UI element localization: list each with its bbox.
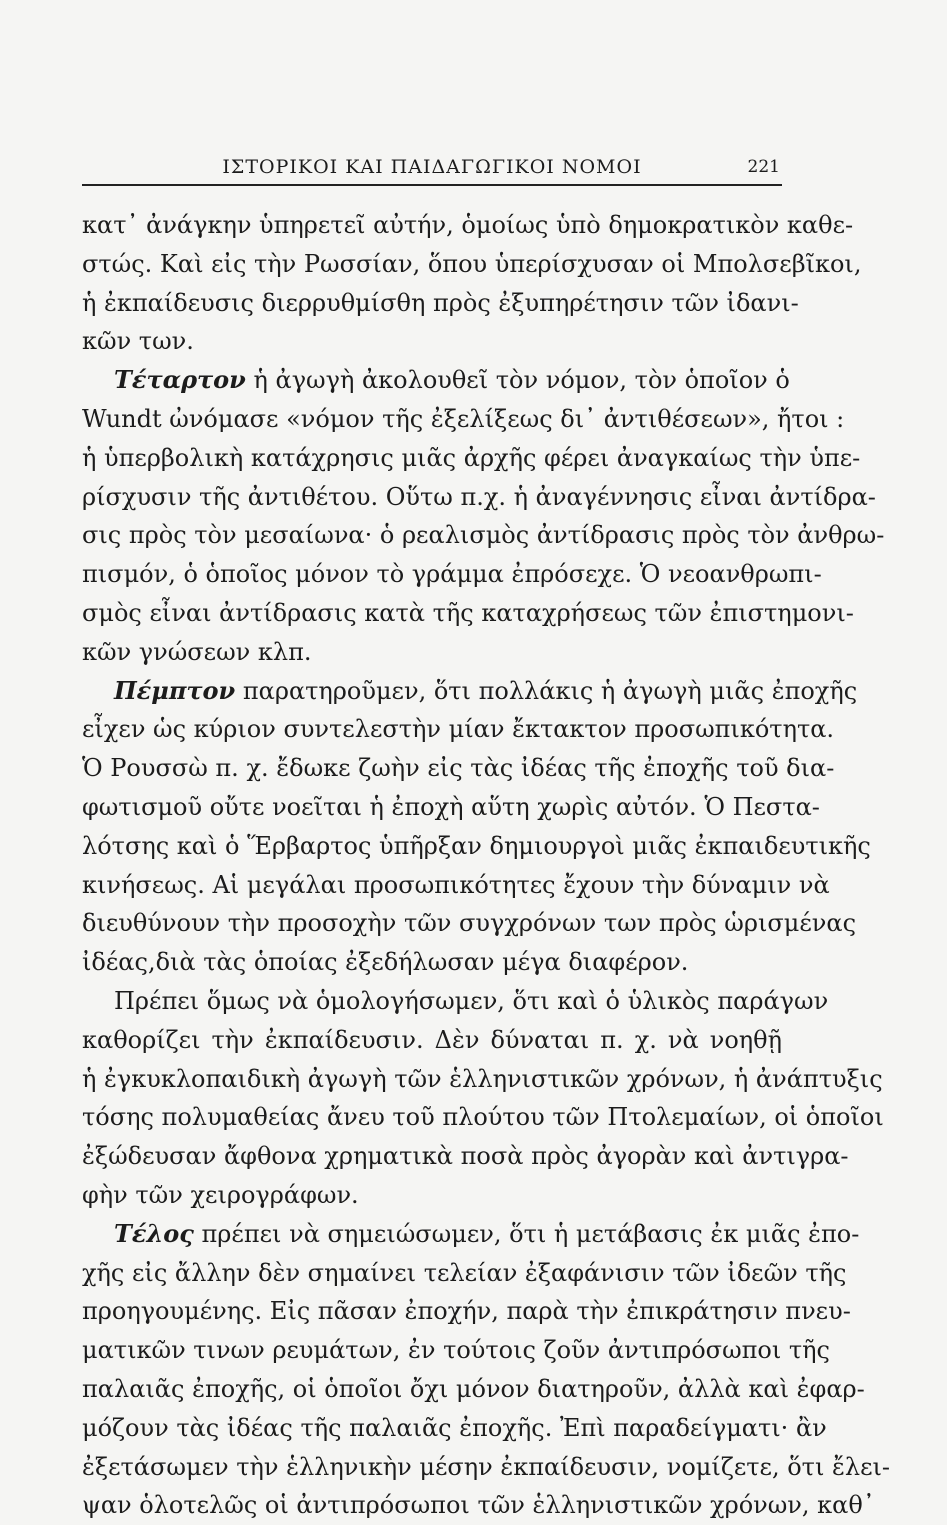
text-line: τόσης πολυμαθείας ἄνευ τοῦ πλούτου τῶν Πτολεμαίων, οἱ ὁποῖοι (82, 1103, 884, 1132)
text-line: ἡ ἐκπαίδευσις διερρυθμίσθη πρὸς ἐξυπηρέτησιν τῶν ἰδανι- (82, 288, 799, 317)
text-line: σις πρὸς τὸν μεσαίωνα· ὁ ρεαλισμὸς ἀντίδρασις πρὸς τὸν ἀνθρω- (82, 521, 885, 550)
text-line: Ὁ Ρουσσὼ π. χ. ἔδωκε ζωὴν εἰς τὰς ἰδέας τῆς ἐποχῆς τοῦ δια- (82, 754, 835, 783)
text-line: κῶν των. (82, 327, 194, 356)
text-line: μόζουν τὰς ἰδέας τῆς παλαιᾶς ἐποχῆς. Ἐπὶ παραδείγματι· ἂν (82, 1413, 827, 1442)
paragraph (82, 982, 884, 1215)
text-line: κατ᾽ ἀνάγκην ὑπηρετεῖ αὐτήν, ὁμοίως ὑπὸ δημοκρατικὸν καθε- (82, 211, 854, 239)
text-line (82, 361, 790, 400)
text-line: κῶν γνώσεων κλπ. (82, 637, 312, 666)
text-line: ἡ ὑπερβολικὴ κατάχρησις μιᾶς ἀρχῆς φέρει ἀναγκαίως τὴν ὑπε- (82, 443, 861, 472)
page-number: 221 (747, 157, 780, 177)
text-line: διευθύνουν τὴν προσοχὴν τῶν συγχρόνων των πρὸς ὡρισμένας (82, 909, 857, 938)
text-line: φωτισμοῦ οὔτε νοεῖται ἡ ἐποχὴ αὕτη χωρὶς αὐτόν. Ὁ Πεστα- (82, 792, 820, 821)
paragraph-lead-word: Τέλος (114, 1218, 194, 1248)
text-line: λότσης καὶ ὁ Ἕρβαρτος ὑπῆρξαν δημιουργοὶ μιᾶς ἐκπαιδευτικῆς (82, 831, 871, 860)
text-line: ἡ ἐγκυκλοπαιδικὴ ἀγωγὴ τῶν ἑλληνιστικῶν χρόνων, ἡ ἀνάπτυξις (82, 1064, 883, 1093)
text-line: στώς. Καὶ εἰς τὴν Ρωσσίαν, ὅπου ὑπερίσχυσαν οἱ Μπολσεβῖκοι, (82, 249, 862, 278)
text-line: σμὸς εἶναι ἀντίδρασις κατὰ τῆς καταχρήσεως τῶν ἐπιστημονι- (82, 598, 854, 627)
text-line: προηγουμένης. Εἰς πᾶσαν ἐποχήν, παρὰ τὴν ἐπικράτησιν πνευ- (82, 1297, 851, 1326)
text-line: ματικῶν τινων ρευμάτων, ἐν τούτοις ζοῦν ἀντιπρόσωποι τῆς (82, 1336, 830, 1365)
paragraph (82, 206, 862, 361)
text-line: πισμόν, ὁ ὁποῖος μόνον τὸ γράμμα ἐπρόσεχε. Ὁ νεοανθρωπι- (82, 560, 822, 589)
text-line (82, 672, 858, 711)
text-line: ρίσχυσιν τῆς ἀντιθέτου. Οὕτω π.χ. ἡ ἀναγέννησις εἶναι ἀντίδρα- (82, 482, 876, 511)
text-line: ψαν ὁλοτελῶς οἱ ἀντιπρόσωποι τῶν ἑλληνιστικῶν χρόνων, καθ᾽ (82, 1491, 875, 1520)
text-line: κινήσεως. Αἱ μεγάλαι προσωπικότητες ἔχουν τὴν δύναμιν νὰ (82, 870, 830, 899)
paragraph-lead-word: Πέμπτον (114, 675, 236, 705)
running-title: ΙΣΤΟΡΙΚΟΙ ΚΑΙ ΠΑΙΔΑΓΩΓΙΚΟΙ ΝΟΜΟΙ (222, 156, 642, 178)
paragraph-lead-word: Τέταρτον (114, 365, 246, 395)
text-line: καθορίζει τὴν ἐκπαίδευσιν. Δὲν δύναται π. χ. νὰ νοηθῇ (82, 1025, 782, 1054)
text-line: ἰδέας,διὰ τὰς ὁποίας ἐξεδήλωσαν μέγα διαφέρον. (82, 948, 689, 977)
text-span: παρατηροῦμεν, ὅτι πολλάκις ἡ ἀγωγὴ μιᾶς ἐποχῆς (235, 676, 858, 705)
paragraph (82, 672, 871, 982)
paragraph (82, 361, 885, 671)
text-line: χῆς εἰς ἄλλην δὲν σημαίνει τελείαν ἐξαφάνισιν τῶν ἰδεῶν τῆς (82, 1258, 847, 1287)
body-text (82, 206, 891, 1525)
paragraph (82, 1215, 891, 1525)
text-span: ἡ ἀγωγὴ ἀκολουθεῖ τὸν νόμον, τὸν ὁποῖον ὁ (245, 366, 790, 395)
page-header (82, 150, 782, 186)
text-line: Πρέπει ὅμως νὰ ὁμολογήσωμεν, ὅτι καὶ ὁ ὑλικὸς παράγων (114, 986, 829, 1015)
text-line: παλαιᾶς ἐποχῆς, οἱ ὁποῖοι ὄχι μόνον διατηροῦν, ἀλλὰ καὶ ἐφαρ- (82, 1374, 865, 1403)
text-line: ἐξώδευσαν ἄφθονα χρηματικὰ ποσὰ πρὸς ἀγορὰν καὶ ἀντιγρα- (82, 1142, 849, 1171)
text-line: φὴν τῶν χειρογράφων. (82, 1180, 359, 1209)
text-line: Wundt ὠνόμασε «νόμον τῆς ἐξελίξεως δι᾽ ἀντιθέσεων», ἤτοι : (82, 404, 845, 433)
text-line (82, 1215, 860, 1254)
text-line: εἶχεν ὡς κύριον συντελεστὴν μίαν ἔκτακτον προσωπικότητα. (82, 715, 835, 744)
text-line: ἐξετάσωμεν τὴν ἑλληνικὴν μέσην ἐκπαίδευσιν, νομίζετε, ὅτι ἔλει- (82, 1452, 891, 1481)
text-span: πρέπει νὰ σημειώσωμεν, ὅτι ἡ μετάβασις ἐκ μιᾶς ἐπο- (193, 1219, 860, 1248)
